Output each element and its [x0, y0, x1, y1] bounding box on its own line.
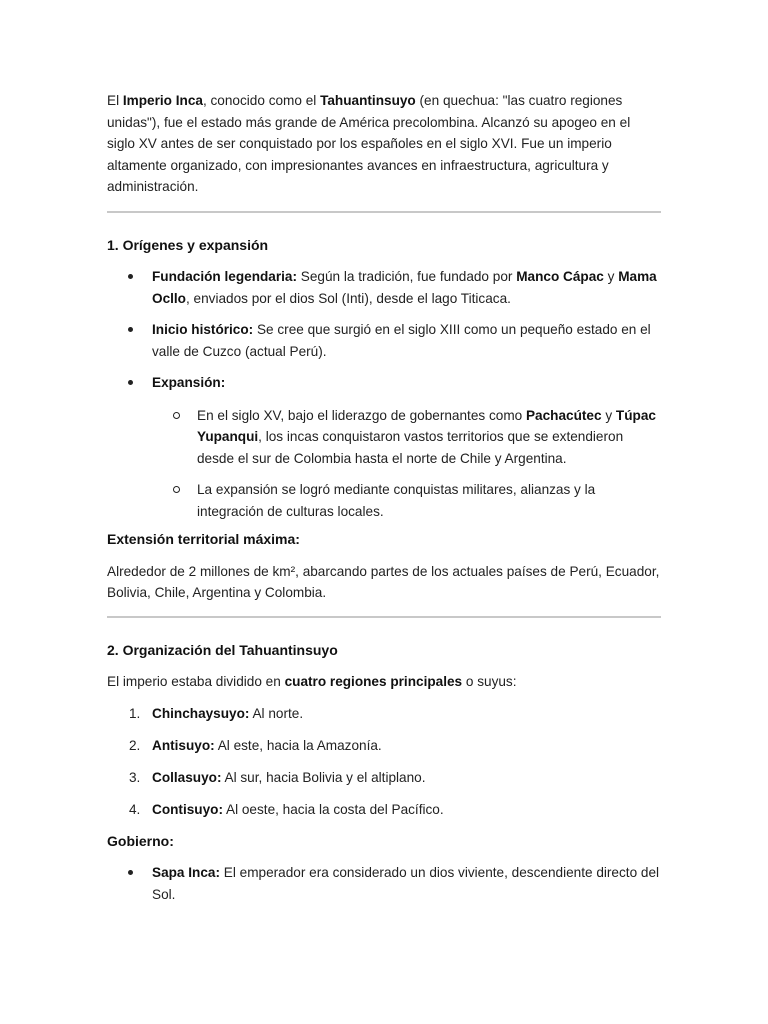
section-divider — [107, 616, 661, 618]
extension-paragraph: Alrededor de 2 millones de km², abarcando partes de los actuales países de Perú, Ecuador, Bolivia, Chile, Argentina y Colombia. — [107, 563, 660, 600]
term-tahuantinsuyo: Tahuantinsuyo — [320, 93, 416, 108]
section-heading-organization: 2. Organización del Tahuantinsuyo — [107, 641, 338, 658]
item-label: Expansión: — [152, 375, 226, 390]
regions-list — [107, 703, 661, 821]
item-label: Inicio histórico: — [152, 322, 254, 337]
government-heading: Gobierno: — [107, 832, 174, 849]
term-mama-ocllo: Mama Ocllo — [152, 269, 657, 306]
circle-bullet-icon — [173, 412, 180, 419]
term-manco-capac: Manco Cápac — [516, 269, 604, 284]
item-label: Sapa Inca: — [152, 865, 220, 880]
list-number: 1. — [129, 705, 141, 721]
list-item: Fundación legendaria: Según la tradición, fue fundado por Manco Cápac y Mama Ocllo, enviados por el dios Sol (Inti), desde el lago Titicaca. — [107, 266, 661, 309]
region-name: Collasuyo: — [152, 769, 222, 785]
list-item: 4. Contisuyo: Al oeste, hacia la costa del Pacífico. — [107, 799, 661, 821]
term-imperio-inca: Imperio Inca — [122, 93, 203, 108]
list-item: 1. Chinchaysuyo: Al norte. — [107, 703, 661, 725]
intro-paragraph: El Imperio Inca, conocido como el Tahuantinsuyo (en quechua: "las cuatro regiones unidas"), fue el estado más grande de América precolombina. Alcanzó su apogeo en el siglo XV antes de ser conquistado por los españoles en el siglo XVI. Fue un imperio altamente organizado, con impresionantes avances en infraestructura, agricultura y administración. — [107, 93, 631, 194]
item-label: Fundación legendaria: — [152, 269, 298, 284]
region-name: Antisuyo: — [152, 737, 215, 753]
circle-bullet-icon — [173, 486, 180, 493]
list-item: 2. Antisuyo: Al este, hacia la Amazonía. — [107, 735, 661, 757]
bullet-icon — [128, 870, 133, 875]
government-list — [107, 862, 661, 905]
sub-list-item: En el siglo XV, bajo el liderazgo de gobernantes como Pachacútec y Túpac Yupanqui, los incas conquistaron vastos territorios que se extendieron desde el sur de Colombia hasta el norte de Chile y Argentina. — [152, 405, 661, 470]
sub-list-item: La expansión se logró mediante conquistas militares, alianzas y la integración de culturas locales. — [152, 479, 661, 522]
term-cuatro-regiones: cuatro regiones principales — [284, 674, 463, 689]
list-item: Inicio histórico: Se cree que surgió en el siglo XIII como un pequeño estado en el valle de Cuzco (actual Perú). — [107, 319, 661, 362]
region-name: Chinchaysuyo: — [152, 705, 250, 721]
list-number: 4. — [129, 801, 141, 817]
list-item: 3. Collasuyo: Al sur, hacia Bolivia y el altiplano. — [107, 767, 661, 789]
bullet-icon — [128, 327, 133, 332]
section-heading-origins: 1. Orígenes y expansión — [107, 236, 269, 253]
term-pachacutec: Pachacútec — [525, 407, 602, 423]
expansion-sublist — [152, 405, 661, 523]
list-number: 2. — [129, 737, 141, 753]
term-tupac-yupanqui: Túpac Yupanqui — [197, 407, 656, 444]
extension-heading: Extensión territorial máxima: — [107, 531, 300, 547]
list-number: 3. — [129, 769, 141, 785]
bullet-icon — [128, 380, 133, 385]
bullet-icon — [128, 274, 133, 279]
list-item: Sapa Inca: El emperador era considerado un dios viviente, descendiente directo del Sol. — [107, 862, 661, 905]
origins-list — [107, 266, 661, 522]
list-item — [107, 372, 661, 522]
organization-intro: El imperio estaba dividido en cuatro regiones principales o suyus: — [107, 674, 517, 689]
section-divider — [107, 211, 661, 213]
region-name: Contisuyo: — [152, 801, 223, 817]
